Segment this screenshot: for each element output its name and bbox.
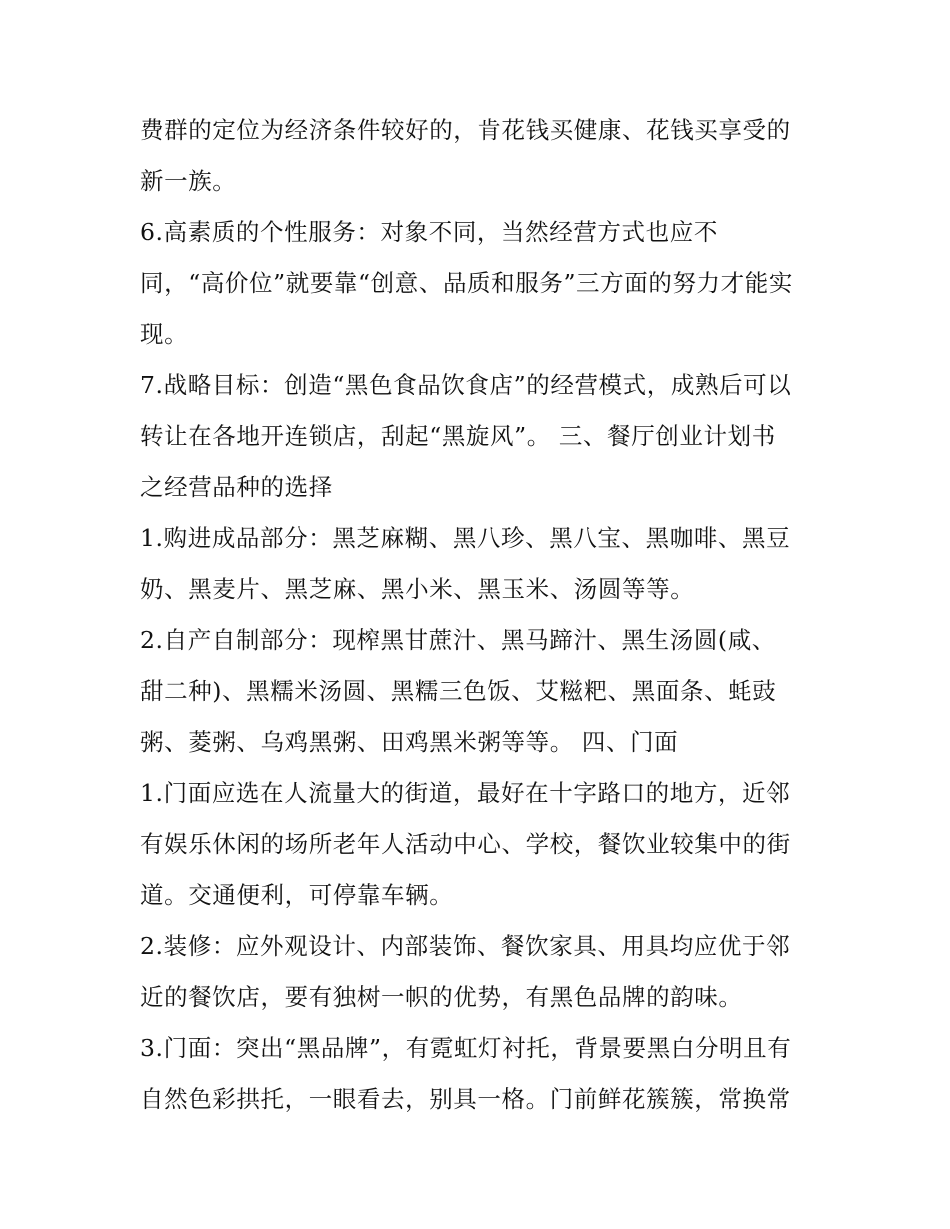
text-line: 费群的定位为经济条件较好的，肯花钱买健康、花钱买享受的: [140, 116, 791, 144]
text-line: 奶、黑麦片、黑芝麻、黑小米、黑玉米、汤圆等等。: [140, 575, 695, 603]
text-line: 新一族。: [140, 167, 237, 195]
text-line: 1.购进成品部分：黑芝麻糊、黑八珍、黑八宝、黑咖啡、黑豆: [140, 524, 791, 552]
text-line: 自然色彩拱托，一眼看去，别具一格。门前鲜花簇簇，常换常: [140, 1085, 791, 1113]
text-line: 转让在各地开连锁店，刮起“黑旋风”。 三、餐厅创业计划书: [140, 422, 776, 450]
text-line: 甜二种)、黑糯米汤圆、黑糯三色饭、艾糍粑、黑面条、蚝豉: [140, 677, 777, 705]
text-line: 现。: [140, 320, 189, 348]
text-line: 2.装修：应外观设计、内部装饰、餐饮家具、用具均应优于邻: [140, 932, 791, 960]
text-line: 2.自产自制部分：现榨黑甘蔗汁、黑马蹄汁、黑生汤圆(咸、: [140, 626, 776, 654]
text-line: 有娱乐休闲的场所老年人活动中心、学校，餐饮业较集中的街: [140, 830, 791, 858]
text-line: 1.门面应选在人流量大的街道，最好在十字路口的地方，近邻: [140, 779, 791, 807]
text-line: 粥、菱粥、乌鸡黑粥、田鸡黑米粥等等。 四、门面: [140, 728, 679, 756]
text-line: 之经营品种的选择: [140, 473, 333, 501]
text-line: 7.战略目标：创造“黑色食品饮食店”的经营模式，成熟后可以: [140, 371, 792, 399]
text-line: 道。交通便利，可停靠车辆。: [140, 881, 454, 909]
text-line: 近的餐饮店，要有独树一帜的优势，有黑色品牌的韵味。: [140, 983, 743, 1011]
text-line: 6.高素质的个性服务：对象不同，当然经营方式也应不: [140, 218, 718, 246]
text-line: 3.门面：突出“黑品牌”，有霓虹灯衬托，背景要黑白分明且有: [140, 1034, 792, 1062]
text-line: 同，“高价位”就要靠“创意、品质和服务”三方面的努力才能实: [140, 269, 793, 297]
